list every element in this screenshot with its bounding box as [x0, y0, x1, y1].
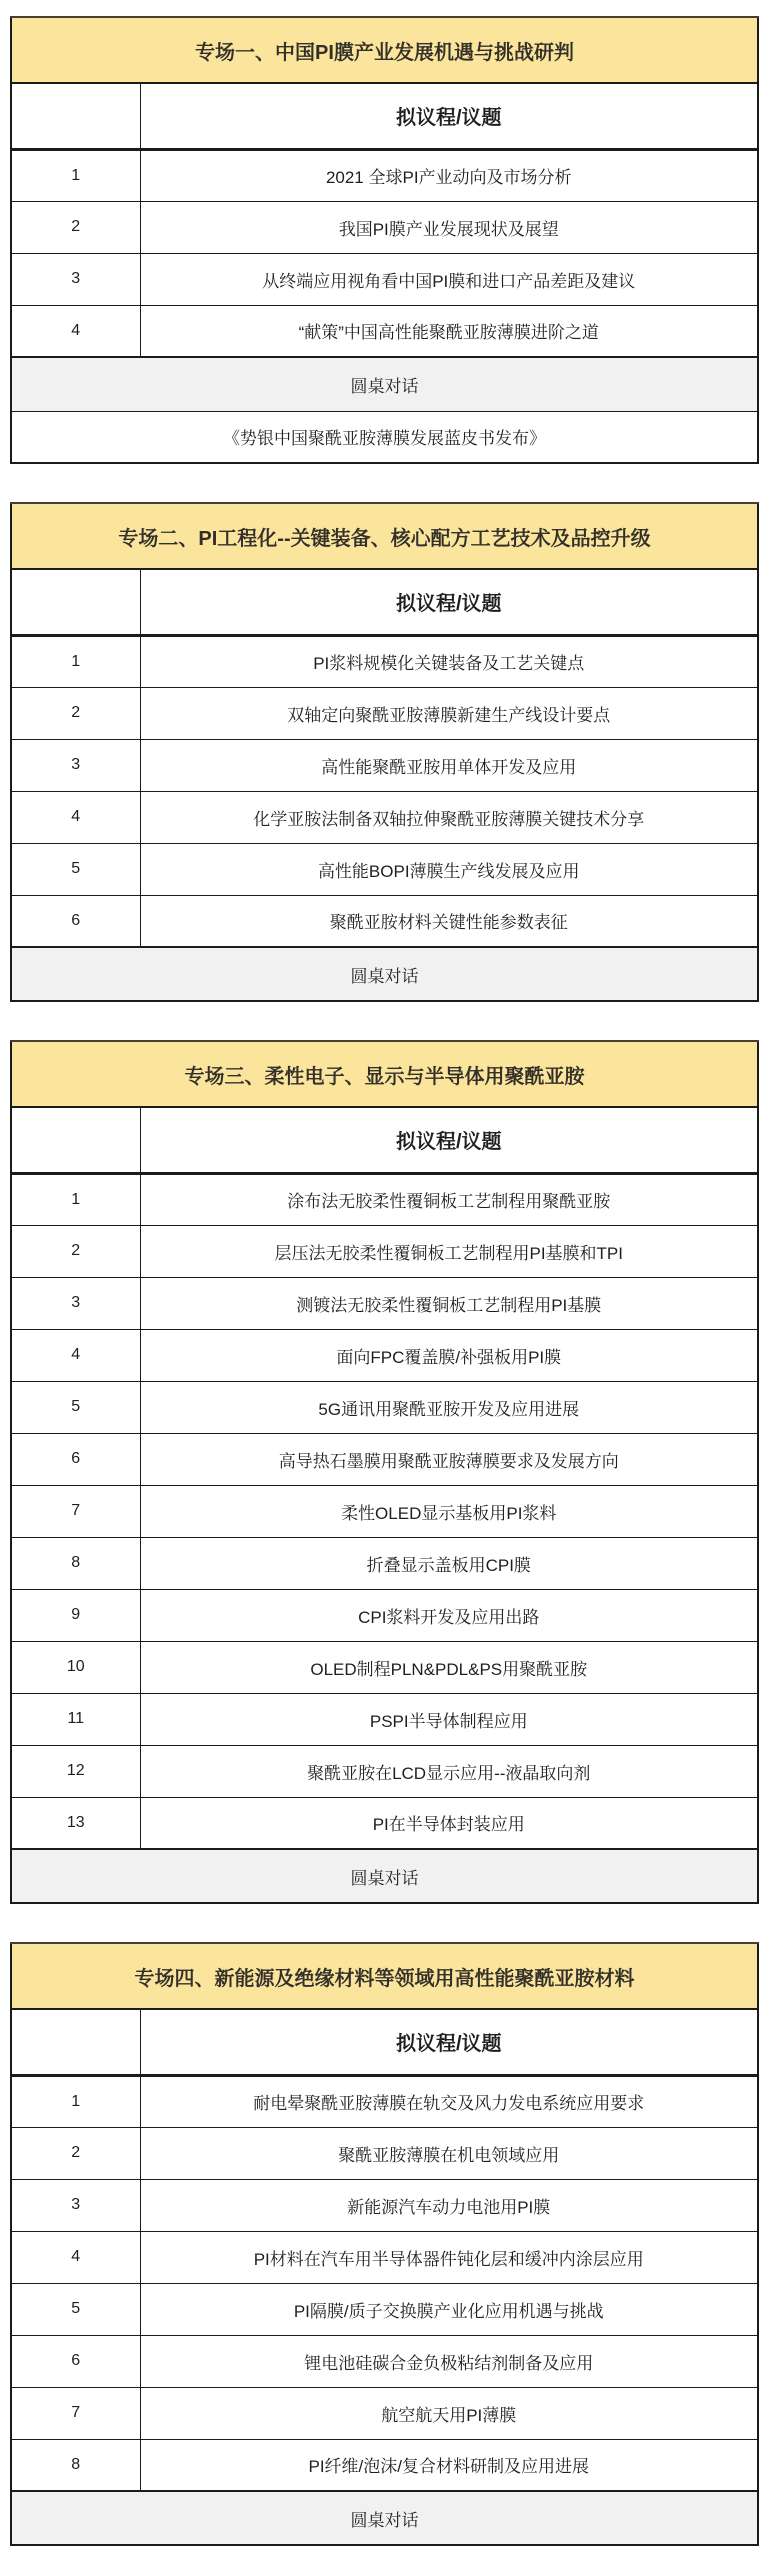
row-number-header-cell	[11, 2009, 140, 2075]
table-row	[11, 739, 758, 791]
table-row	[11, 635, 758, 687]
topic-cell: 2021 全球PI产业动向及市场分析	[140, 149, 758, 201]
table-row	[11, 1329, 758, 1381]
table-row	[11, 2439, 758, 2491]
table-row	[11, 2283, 758, 2335]
section-title-row	[11, 17, 758, 83]
table-row	[11, 2179, 758, 2231]
table-row	[11, 1745, 758, 1797]
topic-cell: 聚酰亚胺薄膜在机电领域应用	[140, 2127, 758, 2179]
table-row	[11, 843, 758, 895]
topic-cell: 高性能聚酰亚胺用单体开发及应用	[140, 739, 758, 791]
topic-cell: PI纤维/泡沫/复合材料研制及应用进展	[140, 2439, 758, 2491]
topic-cell: 航空航天用PI薄膜	[140, 2387, 758, 2439]
table-row	[11, 2387, 758, 2439]
roundtable-row	[11, 947, 758, 1001]
agenda-header-row	[11, 83, 758, 149]
roundtable-cell: 圆桌对话	[11, 947, 758, 1001]
row-number-cell: 6	[11, 2335, 140, 2387]
row-number-cell: 4	[11, 2231, 140, 2283]
topic-cell: 双轴定向聚酰亚胺薄膜新建生产线设计要点	[140, 687, 758, 739]
topic-cell: 柔性OLED显示基板用PI浆料	[140, 1485, 758, 1537]
topic-cell: 我国PI膜产业发展现状及展望	[140, 201, 758, 253]
row-number-cell: 12	[11, 1745, 140, 1797]
agenda-header-row	[11, 2009, 758, 2075]
section-title: 专场二、PI工程化--关键装备、核心配方工艺技术及品控升级	[11, 503, 758, 569]
topic-cell: 涂布法无胶柔性覆铜板工艺制程用聚酰亚胺	[140, 1173, 758, 1225]
table-row	[11, 2231, 758, 2283]
topic-cell: 折叠显示盖板用CPI膜	[140, 1537, 758, 1589]
topic-cell: 面向FPC覆盖膜/补强板用PI膜	[140, 1329, 758, 1381]
section-title: 专场四、新能源及绝缘材料等领域用高性能聚酰亚胺材料	[11, 1943, 758, 2009]
row-number-cell: 1	[11, 635, 140, 687]
row-number-cell: 1	[11, 1173, 140, 1225]
topic-cell: 测镀法无胶柔性覆铜板工艺制程用PI基膜	[140, 1277, 758, 1329]
row-number-cell: 3	[11, 2179, 140, 2231]
roundtable-row	[11, 2491, 758, 2545]
topic-cell: PI隔膜/质子交换膜产业化应用机遇与挑战	[140, 2283, 758, 2335]
row-number-cell: 6	[11, 1433, 140, 1485]
table-row	[11, 1381, 758, 1433]
section-title-row	[11, 503, 758, 569]
row-number-cell: 8	[11, 1537, 140, 1589]
agenda-header-cell: 拟议程/议题	[140, 1107, 758, 1173]
table-row	[11, 1797, 758, 1849]
row-number-cell: 5	[11, 1381, 140, 1433]
section-title: 专场一、中国PI膜产业发展机遇与挑战研判	[11, 17, 758, 83]
row-number-cell: 1	[11, 2075, 140, 2127]
topic-cell: CPI浆料开发及应用出路	[140, 1589, 758, 1641]
row-number-cell: 2	[11, 201, 140, 253]
agenda-header-row	[11, 1107, 758, 1173]
table-row	[11, 201, 758, 253]
row-number-cell: 2	[11, 1225, 140, 1277]
table-row	[11, 687, 758, 739]
section-title: 专场三、柔性电子、显示与半导体用聚酰亚胺	[11, 1041, 758, 1107]
agenda-header-cell: 拟议程/议题	[140, 2009, 758, 2075]
table-row	[11, 2127, 758, 2179]
topic-cell: 层压法无胶柔性覆铜板工艺制程用PI基膜和TPI	[140, 1225, 758, 1277]
row-number-cell: 3	[11, 253, 140, 305]
row-number-cell: 1	[11, 149, 140, 201]
agenda-header-cell: 拟议程/议题	[140, 569, 758, 635]
topic-cell: 5G通讯用聚酰亚胺开发及应用进展	[140, 1381, 758, 1433]
section-title-row	[11, 1041, 758, 1107]
topic-cell: PI在半导体封装应用	[140, 1797, 758, 1849]
roundtable-cell: 圆桌对话	[11, 1849, 758, 1903]
topic-cell: 化学亚胺法制备双轴拉伸聚酰亚胺薄膜关键技术分享	[140, 791, 758, 843]
agenda-section-table	[10, 16, 759, 464]
table-row	[11, 1433, 758, 1485]
row-number-cell: 2	[11, 687, 140, 739]
agenda-section-table	[10, 502, 759, 1002]
row-number-cell: 7	[11, 2387, 140, 2439]
topic-cell: 耐电晕聚酰亚胺薄膜在轨交及风力发电系统应用要求	[140, 2075, 758, 2127]
row-number-header-cell	[11, 1107, 140, 1173]
row-number-cell: 6	[11, 895, 140, 947]
topic-cell: 高导热石墨膜用聚酰亚胺薄膜要求及发展方向	[140, 1433, 758, 1485]
agenda-section-table	[10, 1040, 759, 1904]
topic-cell: 从终端应用视角看中国PI膜和进口产品差距及建议	[140, 253, 758, 305]
roundtable-row	[11, 357, 758, 411]
table-row	[11, 2075, 758, 2127]
extra-note-cell: 《势银中国聚酰亚胺薄膜发展蓝皮书发布》	[11, 411, 758, 463]
row-number-cell: 13	[11, 1797, 140, 1849]
topic-cell: “献策”中国高性能聚酰亚胺薄膜进阶之道	[140, 305, 758, 357]
row-number-cell: 3	[11, 1277, 140, 1329]
topic-cell: OLED制程PLN&PDL&PS用聚酰亚胺	[140, 1641, 758, 1693]
table-row	[11, 305, 758, 357]
table-row	[11, 1277, 758, 1329]
roundtable-cell: 圆桌对话	[11, 357, 758, 411]
row-number-cell: 10	[11, 1641, 140, 1693]
topic-cell: PI材料在汽车用半导体器件钝化层和缓冲内涂层应用	[140, 2231, 758, 2283]
table-row	[11, 1173, 758, 1225]
table-row	[11, 1225, 758, 1277]
topic-cell: PSPI半导体制程应用	[140, 1693, 758, 1745]
topic-cell: 聚酰亚胺在LCD显示应用--液晶取向剂	[140, 1745, 758, 1797]
table-row	[11, 1693, 758, 1745]
table-row	[11, 1641, 758, 1693]
row-number-cell: 9	[11, 1589, 140, 1641]
table-row	[11, 253, 758, 305]
table-row	[11, 1537, 758, 1589]
topic-cell: 高性能BOPI薄膜生产线发展及应用	[140, 843, 758, 895]
row-number-cell: 4	[11, 305, 140, 357]
row-number-header-cell	[11, 83, 140, 149]
roundtable-cell: 圆桌对话	[11, 2491, 758, 2545]
topic-cell: 锂电池硅碳合金负极粘结剂制备及应用	[140, 2335, 758, 2387]
table-row	[11, 2335, 758, 2387]
topic-cell: 新能源汽车动力电池用PI膜	[140, 2179, 758, 2231]
row-number-cell: 5	[11, 2283, 140, 2335]
topic-cell: 聚酰亚胺材料关键性能参数表征	[140, 895, 758, 947]
roundtable-row	[11, 1849, 758, 1903]
row-number-cell: 5	[11, 843, 140, 895]
row-number-cell: 8	[11, 2439, 140, 2491]
topic-cell: PI浆料规模化关键装备及工艺关键点	[140, 635, 758, 687]
table-row	[11, 1485, 758, 1537]
table-row	[11, 149, 758, 201]
row-number-cell: 7	[11, 1485, 140, 1537]
agenda-header-row	[11, 569, 758, 635]
table-row	[11, 1589, 758, 1641]
row-number-cell: 4	[11, 1329, 140, 1381]
agenda-section-table	[10, 1942, 759, 2546]
row-number-cell: 4	[11, 791, 140, 843]
extra-note-row	[11, 411, 758, 463]
section-title-row	[11, 1943, 758, 2009]
row-number-cell: 2	[11, 2127, 140, 2179]
table-row	[11, 791, 758, 843]
row-number-header-cell	[11, 569, 140, 635]
row-number-cell: 11	[11, 1693, 140, 1745]
row-number-cell: 3	[11, 739, 140, 791]
agenda-header-cell: 拟议程/议题	[140, 83, 758, 149]
table-row	[11, 895, 758, 947]
agenda-tables-container	[10, 16, 759, 2546]
